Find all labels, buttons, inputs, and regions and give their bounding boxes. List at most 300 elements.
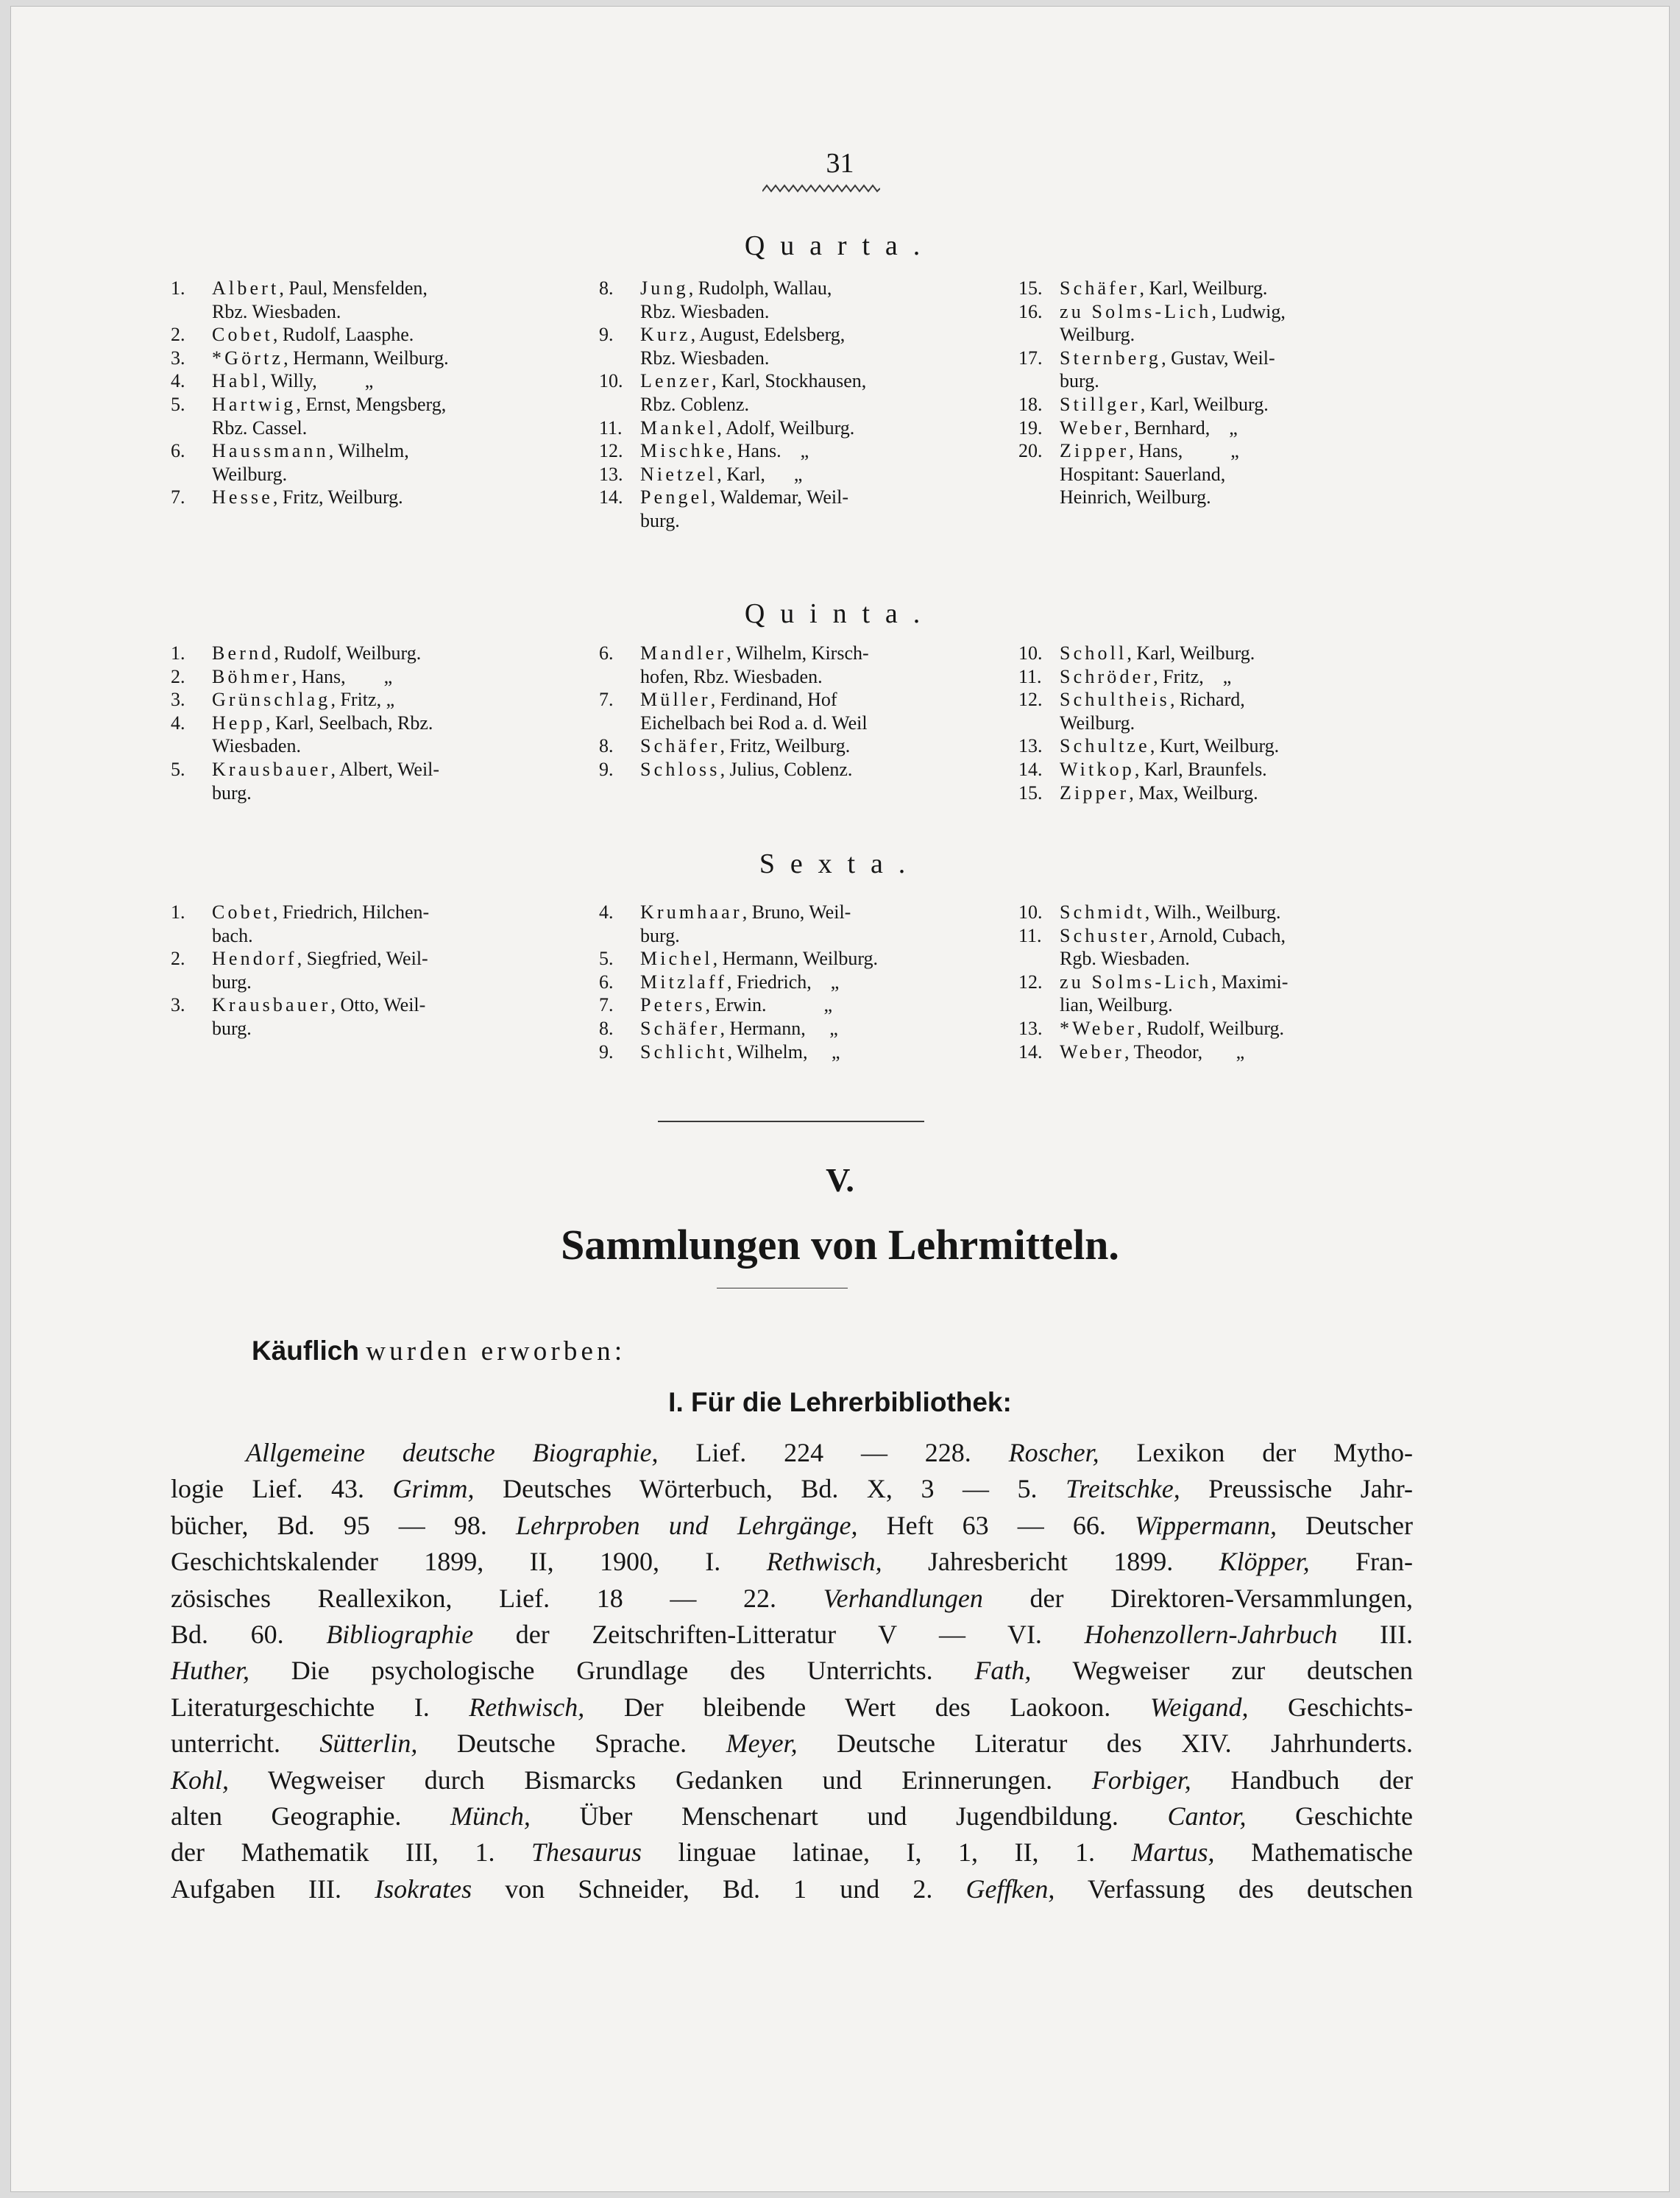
roster-entry: [1018, 393, 1286, 416]
surname: Weber: [1060, 1040, 1124, 1063]
surname: Haussmann: [212, 440, 329, 462]
roster-entry: [599, 1040, 878, 1064]
roster-text: Hartwig, Ernst, Mengsberg,: [212, 393, 447, 415]
surname: Bernd: [212, 642, 274, 664]
roster-text: Heinrich, Weilburg.: [1060, 486, 1211, 508]
body-text: Die psychologische Grundlage des Unterrichts.: [249, 1656, 975, 1686]
roster-entry: [1018, 439, 1286, 463]
surname: Müller: [640, 689, 711, 711]
roster-continuation: [599, 393, 866, 416]
roster-entry: [599, 993, 878, 1017]
roster-entry: [171, 665, 439, 689]
intro-bold-word: Käuflich: [252, 1336, 359, 1366]
surname: Hesse: [212, 486, 273, 508]
roster-text: Schultze, Kurt, Weilburg.: [1060, 735, 1280, 757]
author-or-title: Kohl,: [171, 1765, 230, 1795]
roster-number: 9.: [599, 1040, 614, 1063]
surname: Weber: [1060, 416, 1124, 439]
roster-text: Mischke, Hans. „: [640, 440, 809, 462]
roster-continuation: [1018, 463, 1286, 486]
roster-entry: [171, 323, 449, 347]
roster-entry: [1018, 347, 1286, 370]
roster-entry: [599, 439, 866, 463]
roster-text: Weber, Theodor, „: [1060, 1040, 1245, 1063]
body-text: III.: [1337, 1620, 1414, 1649]
roster-text: Hepp, Karl, Seelbach, Rbz.: [212, 712, 433, 734]
surname: Pengel: [640, 486, 711, 508]
roster-number: 10.: [1018, 901, 1043, 923]
roster-continuation: [1018, 369, 1286, 393]
roster-text: zu Solms-Lich, Ludwig,: [1060, 300, 1286, 322]
sexta-column-1: [171, 901, 429, 1040]
roster-entry: [171, 901, 429, 924]
surname: Cobet: [212, 324, 273, 346]
surname: Hepp: [212, 712, 266, 734]
roster-number: 7.: [171, 486, 185, 508]
section-divider: [658, 1121, 924, 1122]
body-text: der Mathematik III, 1.: [171, 1837, 531, 1868]
roster-continuation: [1018, 947, 1288, 971]
roster-text: Mitzlaff, Friedrich, „: [640, 971, 840, 993]
roster-text: Schlicht, Wilhelm, „: [640, 1040, 840, 1063]
body-text: Jahresbericht 1899.: [882, 1547, 1219, 1577]
sexta-column-3: [1018, 901, 1288, 1063]
author-or-title: Geffken,: [965, 1873, 1055, 1904]
roster-text: Schröder, Fritz, „: [1060, 665, 1232, 687]
body-text: Geschichts-: [1248, 1692, 1413, 1722]
roster-entry: [599, 1017, 878, 1040]
roster-text: Hendorf, Siegfried, Weil-: [212, 948, 428, 970]
roster-number: 5.: [171, 758, 185, 780]
surname: Schloss: [640, 758, 720, 780]
body-text: Der bleibende Wert des Laokoon.: [584, 1692, 1150, 1722]
roster-continuation: [171, 1017, 429, 1040]
body-text: Deutsche Sprache.: [417, 1729, 726, 1759]
body-text: Verfassung des deutschen: [1055, 1873, 1413, 1904]
roster-entry: [171, 947, 429, 971]
body-line: [171, 1545, 1413, 1578]
roster-number: 12.: [1018, 971, 1043, 993]
sexta-column-2: [599, 901, 878, 1063]
roster-entry: [1018, 781, 1279, 805]
surname: Albert: [212, 277, 280, 299]
roster-text: Haussmann, Wilhelm,: [212, 440, 409, 462]
roster-text: Rbz. Coblenz.: [640, 393, 750, 415]
roster-continuation: [171, 463, 449, 486]
roster-text: Schäfer, Hermann, „: [640, 1017, 838, 1039]
roster-text: burg.: [212, 971, 252, 993]
body-text: Deutscher: [1276, 1510, 1413, 1540]
surname: Habl: [212, 370, 262, 392]
body-text: Preussische Jahr-: [1180, 1474, 1413, 1504]
roster-number: 8.: [599, 735, 614, 757]
author-or-title: Rethwisch,: [469, 1692, 585, 1722]
chapter-title: Sammlungen von Lehrmitteln.: [561, 1221, 1119, 1269]
roster-number: 14.: [1018, 1040, 1043, 1063]
surname: Zipper: [1060, 440, 1130, 462]
roster-continuation: [171, 416, 449, 440]
roster-entry: [1018, 971, 1288, 994]
surname: Hendorf: [212, 948, 297, 970]
roster-text: Cobet, Friedrich, Hilchen-: [212, 901, 430, 923]
roster-text: Weilburg.: [212, 463, 288, 485]
roster-text: burg.: [640, 509, 680, 531]
roster-number: 13.: [1018, 1017, 1043, 1039]
quarta-column-1: [171, 277, 449, 509]
roster-continuation: [599, 924, 878, 948]
roster-number: 12.: [599, 440, 623, 462]
roster-entry: [1018, 665, 1279, 689]
surname: zu Solms-Lich: [1060, 971, 1212, 993]
surname: Michel: [640, 948, 713, 970]
roster-number: 11.: [1018, 665, 1042, 687]
roster-text: Scholl, Karl, Weilburg.: [1060, 642, 1255, 664]
surname: Schlicht: [640, 1040, 728, 1063]
author-or-title: Weigand,: [1149, 1692, 1249, 1722]
roster-text: Schmidt, Wilh., Weilburg.: [1060, 901, 1281, 923]
roster-continuation: [599, 712, 869, 735]
surname: Schuster: [1060, 924, 1150, 946]
surname: Schultze: [1060, 735, 1150, 757]
roster-text: Weber, Bernhard, „: [1060, 416, 1238, 439]
body-text: Heft 63 — 66.: [857, 1510, 1135, 1540]
surname: Kurz: [640, 324, 691, 346]
roster-text: zu Solms-Lich, Maximi-: [1060, 971, 1289, 993]
roster-text: Rbz. Wiesbaden.: [640, 300, 770, 322]
body-text: Über Menschenart und Jugendbildung.: [530, 1801, 1168, 1831]
surname: Schäfer: [1060, 277, 1140, 299]
surname: Zipper: [1060, 781, 1130, 804]
roster-text: Schultheis, Richard,: [1060, 689, 1245, 711]
roster-entry: [171, 439, 449, 463]
roster-number: 20.: [1018, 440, 1043, 462]
acquisition-intro: [252, 1335, 625, 1368]
body-text: Deutsche Literatur des XIV. Jahrhunderts.: [797, 1729, 1413, 1759]
roster-text: Krausbauer, Otto, Weil-: [212, 994, 426, 1016]
roster-text: burg.: [1060, 370, 1099, 392]
surname: Stillger: [1060, 393, 1141, 415]
author-or-title: Klöpper,: [1219, 1547, 1310, 1577]
body-text: Mathematische: [1214, 1837, 1414, 1868]
roster-continuation: [171, 300, 449, 324]
roster-text: Michel, Hermann, Weilburg.: [640, 948, 879, 970]
surname: *Weber: [1060, 1017, 1138, 1039]
roster-number: 10.: [1018, 642, 1043, 664]
roster-continuation: [599, 509, 866, 533]
roster-entry: [171, 486, 449, 509]
body-text: der Direktoren-Versammlungen,: [982, 1583, 1413, 1613]
roster-text: Bernd, Rudolf, Weilburg.: [212, 642, 422, 664]
roster-number: 9.: [599, 324, 614, 346]
roster-continuation: [1018, 712, 1279, 735]
author-or-title: Verhandlungen: [823, 1583, 983, 1613]
quinta-column-2: [599, 642, 869, 781]
roster-entry: [599, 486, 866, 509]
roster-text: Schäfer, Fritz, Weilburg.: [640, 735, 851, 757]
roster-number: 6.: [599, 971, 614, 993]
surname: Sternberg: [1060, 347, 1162, 369]
sexta-heading: Sexta.: [759, 848, 921, 879]
body-text: Lexikon der Mytho-: [1099, 1438, 1414, 1467]
surname: Hartwig: [212, 393, 297, 415]
roster-entry: [171, 369, 449, 393]
roster-number: 7.: [599, 689, 614, 711]
roster-entry: [1018, 924, 1288, 948]
author-or-title: Grimm,: [392, 1474, 475, 1504]
surname: Grünschlag: [212, 689, 331, 711]
roster-entry: [1018, 277, 1286, 300]
quinta-column-1: [171, 642, 439, 804]
author-or-title: Meyer,: [726, 1729, 798, 1759]
roster-number: 12.: [1018, 689, 1043, 711]
roster-number: 14.: [599, 486, 623, 508]
roster-text: burg.: [640, 924, 680, 946]
body-text: Aufgaben III.: [171, 1873, 375, 1904]
body-text: Fran-: [1309, 1547, 1413, 1577]
roster-entry: [599, 463, 866, 486]
roster-entry: [599, 758, 869, 781]
roster-text: Cobet, Rudolf, Laasphe.: [212, 324, 414, 346]
roster-continuation: [1018, 486, 1286, 509]
roster-number: 8.: [599, 1017, 614, 1039]
roster-text: bach.: [212, 924, 253, 946]
roster-number: 5.: [599, 948, 614, 970]
author-or-title: Fath,: [974, 1656, 1032, 1686]
body-text: von Schneider, Bd. 1 und 2.: [472, 1873, 966, 1904]
body-line: [171, 1654, 1413, 1687]
body-text: Literaturgeschichte I.: [171, 1692, 469, 1722]
roster-continuation: [599, 665, 869, 689]
roster-entry: [171, 712, 439, 735]
roster-text: lian, Weilburg.: [1060, 994, 1173, 1016]
body-line: [171, 1582, 1413, 1615]
author-or-title: Allgemeine deutsche Biographie,: [246, 1438, 659, 1467]
roster-continuation: [599, 347, 866, 370]
roster-number: 11.: [1018, 924, 1042, 946]
body-line: [171, 1691, 1413, 1724]
body-text: Bd. 60.: [171, 1620, 327, 1649]
roster-number: 6.: [171, 440, 185, 462]
roster-text: Zipper, Hans, „: [1060, 440, 1239, 462]
body-line: [171, 1509, 1413, 1542]
quinta-heading: Quinta.: [744, 598, 936, 629]
roster-number: 13.: [599, 463, 623, 485]
roster-entry: [599, 688, 869, 712]
surname: Peters: [640, 994, 706, 1016]
roster-entry: [171, 688, 439, 712]
surname: Jung: [640, 277, 689, 299]
scanned-page: [10, 6, 1670, 2192]
body-text: logie Lief. 43.: [171, 1474, 393, 1504]
author-or-title: Forbiger,: [1091, 1765, 1191, 1795]
roster-text: Kurz, August, Edelsberg,: [640, 324, 846, 346]
roster-number: 15.: [1018, 277, 1043, 299]
roster-number: 15.: [1018, 781, 1043, 804]
roster-entry: [1018, 300, 1286, 324]
roster-text: Schäfer, Karl, Weilburg.: [1060, 277, 1268, 299]
body-line: [171, 1836, 1413, 1869]
surname: Schäfer: [640, 1017, 720, 1039]
roster-text: burg.: [212, 1017, 252, 1039]
surname: Krumhaar: [640, 901, 742, 923]
roster-entry: [1018, 758, 1279, 781]
roster-text: Sternberg, Gustav, Weil-: [1060, 347, 1275, 369]
author-or-title: Treitschke,: [1066, 1474, 1180, 1504]
roster-text: Müller, Ferdinand, Hof: [640, 689, 837, 711]
body-line: [171, 1472, 1413, 1506]
roster-text: *Weber, Rudolf, Weilburg.: [1060, 1017, 1285, 1039]
body-text: bücher, Bd. 95 — 98.: [171, 1510, 516, 1540]
roster-entry: [599, 901, 878, 924]
roster-entry: [171, 393, 449, 416]
library-subheading: I. Für die Lehrerbibliothek:: [668, 1387, 1012, 1417]
roster-text: Krausbauer, Albert, Weil-: [212, 758, 440, 780]
roster-text: Weilburg.: [1060, 324, 1135, 346]
chapter-number: V.: [826, 1161, 854, 1199]
body-text: Geschichte: [1246, 1801, 1413, 1831]
roster-number: 3.: [171, 347, 185, 369]
roster-entry: [1018, 688, 1279, 712]
roster-entry: [1018, 734, 1279, 758]
roster-entry: [599, 323, 866, 347]
roster-text: Habl, Willy, „: [212, 370, 374, 392]
roster-continuation: [1018, 323, 1286, 347]
body-text: Deutsches Wörterbuch, Bd. X, 3 — 5.: [474, 1474, 1066, 1504]
body-text: Wegweiser zur deutschen: [1031, 1656, 1413, 1686]
roster-number: 4.: [599, 901, 614, 923]
roster-text: Lenzer, Karl, Stockhausen,: [640, 370, 867, 392]
roster-text: Mankel, Adolf, Weilburg.: [640, 416, 855, 439]
body-line: [171, 1873, 1413, 1906]
quinta-column-3: [1018, 642, 1279, 804]
roster-continuation: [1018, 993, 1288, 1017]
roster-entry: [171, 347, 449, 370]
surname: Schmidt: [1060, 901, 1145, 923]
roster-text: Krumhaar, Bruno, Weil-: [640, 901, 851, 923]
roster-entry: [599, 369, 866, 393]
author-or-title: Cantor,: [1167, 1801, 1247, 1831]
roster-number: 4.: [171, 370, 185, 392]
author-or-title: Münch,: [450, 1801, 531, 1831]
author-or-title: Isokrates: [375, 1873, 472, 1904]
roster-text: Schloss, Julius, Coblenz.: [640, 758, 853, 780]
author-or-title: Rethwisch,: [766, 1547, 882, 1577]
surname: zu Solms-Lich: [1060, 300, 1212, 322]
author-or-title: Roscher,: [1008, 1438, 1099, 1467]
body-text: linguae latinae, I, 1, II, 1.: [642, 1837, 1132, 1868]
quarta-column-3: [1018, 277, 1286, 509]
author-or-title: Bibliographie: [326, 1620, 474, 1649]
body-text: Lief. 224 — 228.: [658, 1438, 1009, 1467]
surname: Schultheis: [1060, 689, 1170, 711]
roster-number: 3.: [171, 689, 185, 711]
roster-number: 2.: [171, 948, 185, 970]
surname: Nietzel: [640, 463, 717, 485]
roster-continuation: [599, 300, 866, 324]
roster-continuation: [171, 781, 439, 805]
roster-text: Rbz. Wiesbaden.: [640, 347, 770, 369]
roster-entry: [599, 642, 869, 665]
page-number: 31: [826, 148, 854, 179]
surname: Böhmer: [212, 665, 292, 687]
body-text: zösisches Reallexikon, Lief. 18 — 22.: [171, 1583, 823, 1613]
body-text: unterricht.: [171, 1729, 320, 1759]
roster-text: Eichelbach bei Rod a. d. Weil: [640, 712, 868, 734]
roster-number: 2.: [171, 665, 185, 687]
roster-number: 5.: [171, 393, 185, 415]
roster-text: Hesse, Fritz, Weilburg.: [212, 486, 403, 508]
roster-entry: [599, 947, 878, 971]
roster-entry: [1018, 416, 1286, 440]
roster-text: Böhmer, Hans, „: [212, 665, 393, 687]
body-line: [171, 1727, 1413, 1760]
body-text: Handbuch der: [1191, 1765, 1414, 1795]
roster-text: Zipper, Max, Weilburg.: [1060, 781, 1258, 804]
roster-entry: [1018, 1040, 1288, 1064]
roster-number: 4.: [171, 712, 185, 734]
roster-number: 3.: [171, 994, 185, 1016]
roster-entry: [599, 734, 869, 758]
body-text: Geschichtskalender 1899, II, 1900, I.: [171, 1547, 767, 1577]
body-line: [246, 1436, 1413, 1470]
surname: Schröder: [1060, 665, 1154, 687]
author-or-title: Lehrproben und Lehrgänge,: [516, 1510, 858, 1540]
roster-entry: [599, 277, 866, 300]
page-number-ornament: [762, 182, 880, 194]
body-line: [171, 1618, 1413, 1651]
roster-text: Stillger, Karl, Weilburg.: [1060, 393, 1269, 415]
quarta-column-2: [599, 277, 866, 533]
body-text: alten Geographie.: [171, 1801, 450, 1831]
author-or-title: Thesaurus: [531, 1837, 642, 1868]
roster-text: Rbz. Wiesbaden.: [212, 300, 341, 322]
author-or-title: Sütterlin,: [319, 1729, 418, 1759]
roster-number: 1.: [171, 642, 185, 664]
roster-text: hofen, Rbz. Wiesbaden.: [640, 665, 823, 687]
roster-entry: [1018, 642, 1279, 665]
roster-continuation: [171, 924, 429, 948]
surname: Mischke: [640, 440, 728, 462]
surname: Mitzlaff: [640, 971, 727, 993]
surname: Schäfer: [640, 735, 720, 757]
surname: Krausbauer: [212, 994, 331, 1016]
roster-number: 14.: [1018, 758, 1043, 780]
roster-text: Weilburg.: [1060, 712, 1135, 734]
body-line: [171, 1764, 1413, 1797]
roster-entry: [1018, 901, 1288, 924]
roster-entry: [171, 642, 439, 665]
surname: Mandler: [640, 642, 727, 664]
roster-number: 1.: [171, 277, 185, 299]
roster-number: 8.: [599, 277, 614, 299]
surname: Krausbauer: [212, 758, 331, 780]
body-text: Wegweiser durch Bismarcks Gedanken und Erinnerungen.: [229, 1765, 1092, 1795]
roster-number: 11.: [599, 416, 623, 439]
quarta-heading: Quarta.: [744, 230, 936, 261]
roster-continuation: [171, 734, 439, 758]
author-or-title: Hohenzollern-Jahrbuch: [1084, 1620, 1338, 1649]
roster-text: Schuster, Arnold, Cubach,: [1060, 924, 1286, 946]
roster-entry: [599, 971, 878, 994]
roster-entry: [599, 416, 866, 440]
roster-entry: [171, 758, 439, 781]
surname: Lenzer: [640, 370, 712, 392]
roster-text: burg.: [212, 781, 252, 804]
roster-number: 2.: [171, 324, 185, 346]
roster-text: Nietzel, Karl, „: [640, 463, 803, 485]
roster-text: *Görtz, Hermann, Weilburg.: [212, 347, 449, 369]
surname: Witkop: [1060, 758, 1135, 780]
